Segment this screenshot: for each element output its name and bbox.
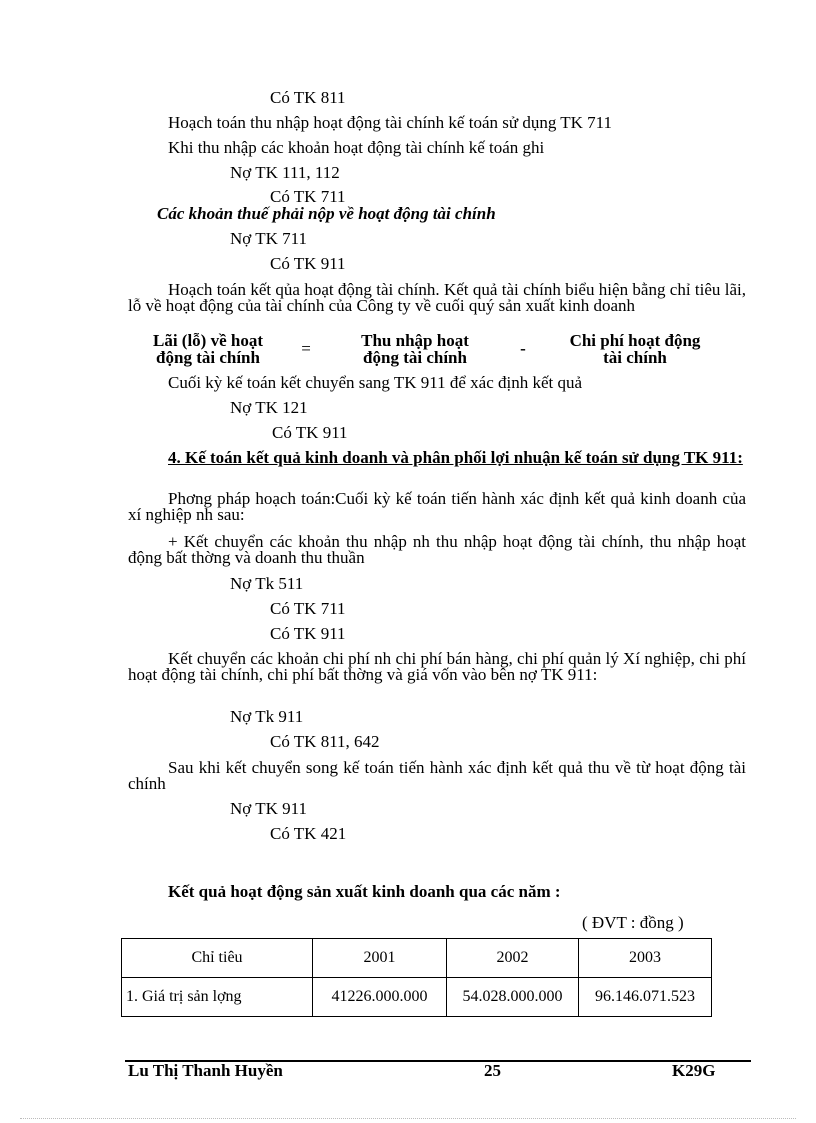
formula-mid-line2: động tài chính	[363, 348, 467, 367]
line-record-income: Khi thu nhập các khoản hoạt động tài chính kế toán ghi	[168, 138, 545, 157]
footer-page-number: 25	[484, 1061, 501, 1080]
footer-class-code: K29G	[672, 1061, 716, 1080]
line-credit-911: Có TK 911	[270, 254, 346, 273]
table-title: Kết quả hoạt động sản xuất kinh doanh qua các năm :	[168, 882, 561, 901]
formula-left-line2: động tài chính	[156, 348, 260, 367]
formula-left-line1: Lãi (lỗ) về hoạt	[152, 331, 264, 350]
formula-left	[128, 332, 288, 366]
line-credit-711-b: Có TK 711	[270, 599, 346, 618]
subheading-taxes: Các khoản thuế phải nộp về hoạt động tài chính	[157, 204, 496, 223]
line-credit-711: Có TK 711	[270, 187, 346, 206]
table-header-row	[122, 939, 712, 978]
line-credit-811: Có TK 811	[270, 88, 346, 107]
formula-right-line1: Chi phí hoạt động	[569, 331, 701, 350]
table-cell: 41226.000.000	[313, 978, 447, 1017]
footer-author: Lu Thị Thanh Huyền	[128, 1061, 283, 1080]
line-debit-911: Nợ Tk 911	[230, 707, 304, 726]
header-cell: 2003	[579, 939, 712, 978]
line-debit-111-112: Nợ TK 111, 112	[230, 163, 340, 182]
header-cell: Chỉ tiêu	[122, 939, 313, 978]
paragraph-method: Phơng pháp hoạch toán:Cuối kỳ kế toán tiến hành xác định kết quả kinh doanh của xí nghiệp nh sau:	[128, 489, 746, 524]
table-cell: 1. Giá trị sản lợng	[122, 978, 313, 1017]
table-row	[122, 978, 712, 1017]
formula-equals: =	[301, 339, 311, 358]
section-heading-4: 4. Kế toán kết quả kinh doanh và phân phối lợi nhuận kế toán sử dụng TK 911:	[168, 448, 743, 467]
line-year-end-transfer: Cuối kỳ kế toán kết chuyển sang TK 911 để xác định kết quả	[168, 373, 583, 392]
header-cell: 2001	[313, 939, 447, 978]
paragraph-financial-result: Hoạch toán kết qủa hoạt động tài chính. Kết quả tài chính biểu hiện bằng chỉ tiêu lãi, lỗ về hoạt động của tài chính của Công ty về cuối quý sản xuất kinh doanh	[128, 280, 746, 315]
line-income-711: Hoạch toán thu nhập hoạt động tài chính kế toán sử dụng TK 711	[168, 113, 613, 132]
line-debit-711: Nợ TK 711	[230, 229, 307, 248]
unit-note: ( ĐVT : đồng )	[582, 913, 684, 932]
formula-right-line2: tài chính	[603, 348, 667, 367]
page-bottom-border	[20, 1118, 796, 1119]
formula-minus: -	[520, 339, 526, 358]
results-table	[121, 938, 712, 1017]
line-debit-911-b: Nợ TK 911	[230, 799, 307, 818]
line-debit-511: Nợ Tk 511	[230, 574, 304, 593]
line-credit-811-642: Có TK 811, 642	[270, 732, 380, 751]
header-cell: 2002	[447, 939, 579, 978]
paragraph-transfer-income: + Kết chuyển các khoản thu nhập nh thu nhập hoạt động tài chính, thu nhập hoạt động bất thờng và doanh thu thuần	[128, 532, 746, 567]
paragraph-determine-result: Sau khi kết chuyển song kế toán tiến hành xác định kết quả thu về từ hoạt động tài chính	[128, 758, 746, 793]
table-cell: 54.028.000.000	[447, 978, 579, 1017]
line-credit-911-c: Có TK 911	[270, 624, 346, 643]
line-credit-911-b: Có TK 911	[272, 423, 348, 442]
formula-mid-line1: Thu nhập hoạt	[361, 331, 469, 350]
formula-right	[545, 332, 725, 366]
formula-middle	[335, 332, 495, 366]
paragraph-transfer-costs: Kết chuyển các khoản chi phí nh chi phí bán hàng, chi phí quản lý Xí nghiệp, chi phí hoạt động tài chính, chi phí bất thờng và giá vốn vào bên nợ TK 911:	[128, 649, 746, 684]
line-credit-421: Có TK 421	[270, 824, 347, 843]
line-debit-121: Nợ TK 121	[230, 398, 308, 417]
table-cell: 96.146.071.523	[579, 978, 712, 1017]
